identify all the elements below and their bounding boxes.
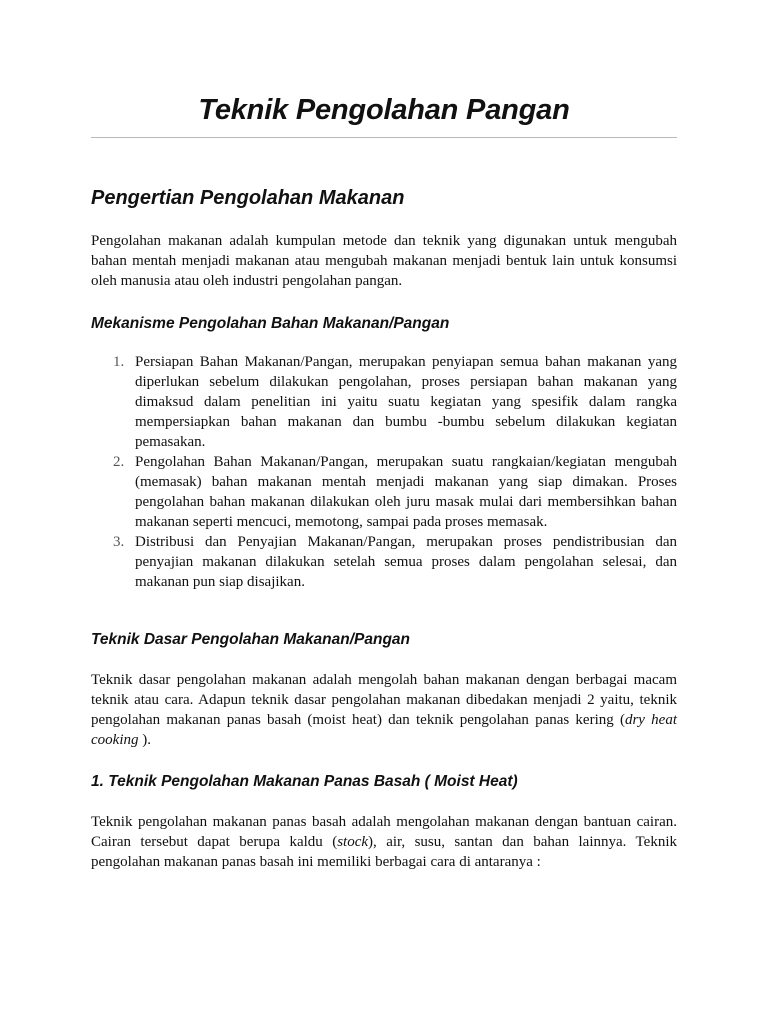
paragraph-panas-basah-end: ), air, susu, santan dan bahan lainnya. Teknik pengolahan makanan panas basah ini memiliki berbagai cara di antaranya : (91, 834, 677, 870)
paragraph-pengertian: Pengolahan makanan adalah kumpulan metode dan teknik yang digunakan untuk mengubah bahan mentah menjadi makanan atau mengubah makanan menjadi bentuk lain untuk konsumsi oleh manusia atau oleh industri pengolahan pangan. (91, 233, 677, 289)
paragraph-panas-basah-italic: stock (337, 834, 369, 850)
list-item-number: 3. (113, 534, 125, 550)
paragraph-panas-basah-start: Teknik pengolahan makanan panas basah adalah mengolahan makanan dengan bantuan cairan. Cairan tersebut dapat berupa kaldu ( (91, 814, 677, 850)
mekanisme-list (91, 352, 677, 592)
paragraph-panas-basah (91, 812, 677, 872)
list-item-text: Distribusi dan Penyajian Makanan/Pangan, merupakan proses pendistribusian dan penyajian makanan dilakukan setelah semua proses dalam pengolahan selesai, dan makanan pun siap disajikan. (135, 534, 677, 590)
section-heading-mekanisme: Mekanisme Pengolahan Bahan Makanan/Pangan (91, 315, 450, 332)
list-item-text: Persiapan Bahan Makanan/Pangan, merupakan penyiapan semua bahan makanan yang diperlukan sebelum dilakukan pengolahan, proses persiapan bahan makanan yang dimaksud dalam penelitian ini yaitu suatu kegiatan yang spesifik dalam rangka mempersiapkan bahan makanan dan bumbu -bumbu sebelum dilakukan kegiatan pemasakan. (135, 354, 677, 450)
section-heading-pengertian: Pengertian Pengolahan Makanan (91, 187, 405, 209)
section-heading-teknik-dasar: Teknik Dasar Pengolahan Makanan/Pangan (91, 631, 410, 648)
list-item-number: 2. (113, 454, 125, 470)
list-item (91, 532, 677, 592)
document-title: Teknik Pengolahan Pangan (198, 94, 570, 126)
paragraph-teknik-dasar-italic: dry heat cooking (91, 712, 677, 748)
list-item (91, 352, 677, 452)
paragraph-teknik-dasar-main: Teknik dasar pengolahan makanan adalah mengolah bahan makanan dengan berbagai macam teknik atau cara. Adapun teknik dasar pengolahan makanan dibedakan menjadi 2 yaitu, teknik pengolahan makanan panas basah (moist heat) dan teknik pengolahan panas kering (91, 672, 677, 728)
list-item-text: Pengolahan Bahan Makanan/Pangan, merupakan suatu rangkaian/kegiatan mengubah (memasak) bahan makanan mentah menjadi makanan yang siap dimakan. Proses pengolahan bahan makanan dilakukan oleh juru masak mulai dari membersihkan bahan makanan seperti mencuci, memotong, sampai pada proses memasak. (135, 454, 677, 530)
paragraph-teknik-dasar (91, 670, 677, 750)
list-item (91, 452, 677, 532)
paragraph-teknik-dasar-open: ( (613, 712, 625, 728)
section-heading-panas-basah: 1. Teknik Pengolahan Makanan Panas Basah ( Moist Heat) (91, 773, 518, 790)
list-item-number: 1. (113, 354, 125, 370)
paragraph-teknik-dasar-close: ). (138, 732, 151, 748)
title-divider (91, 137, 677, 138)
